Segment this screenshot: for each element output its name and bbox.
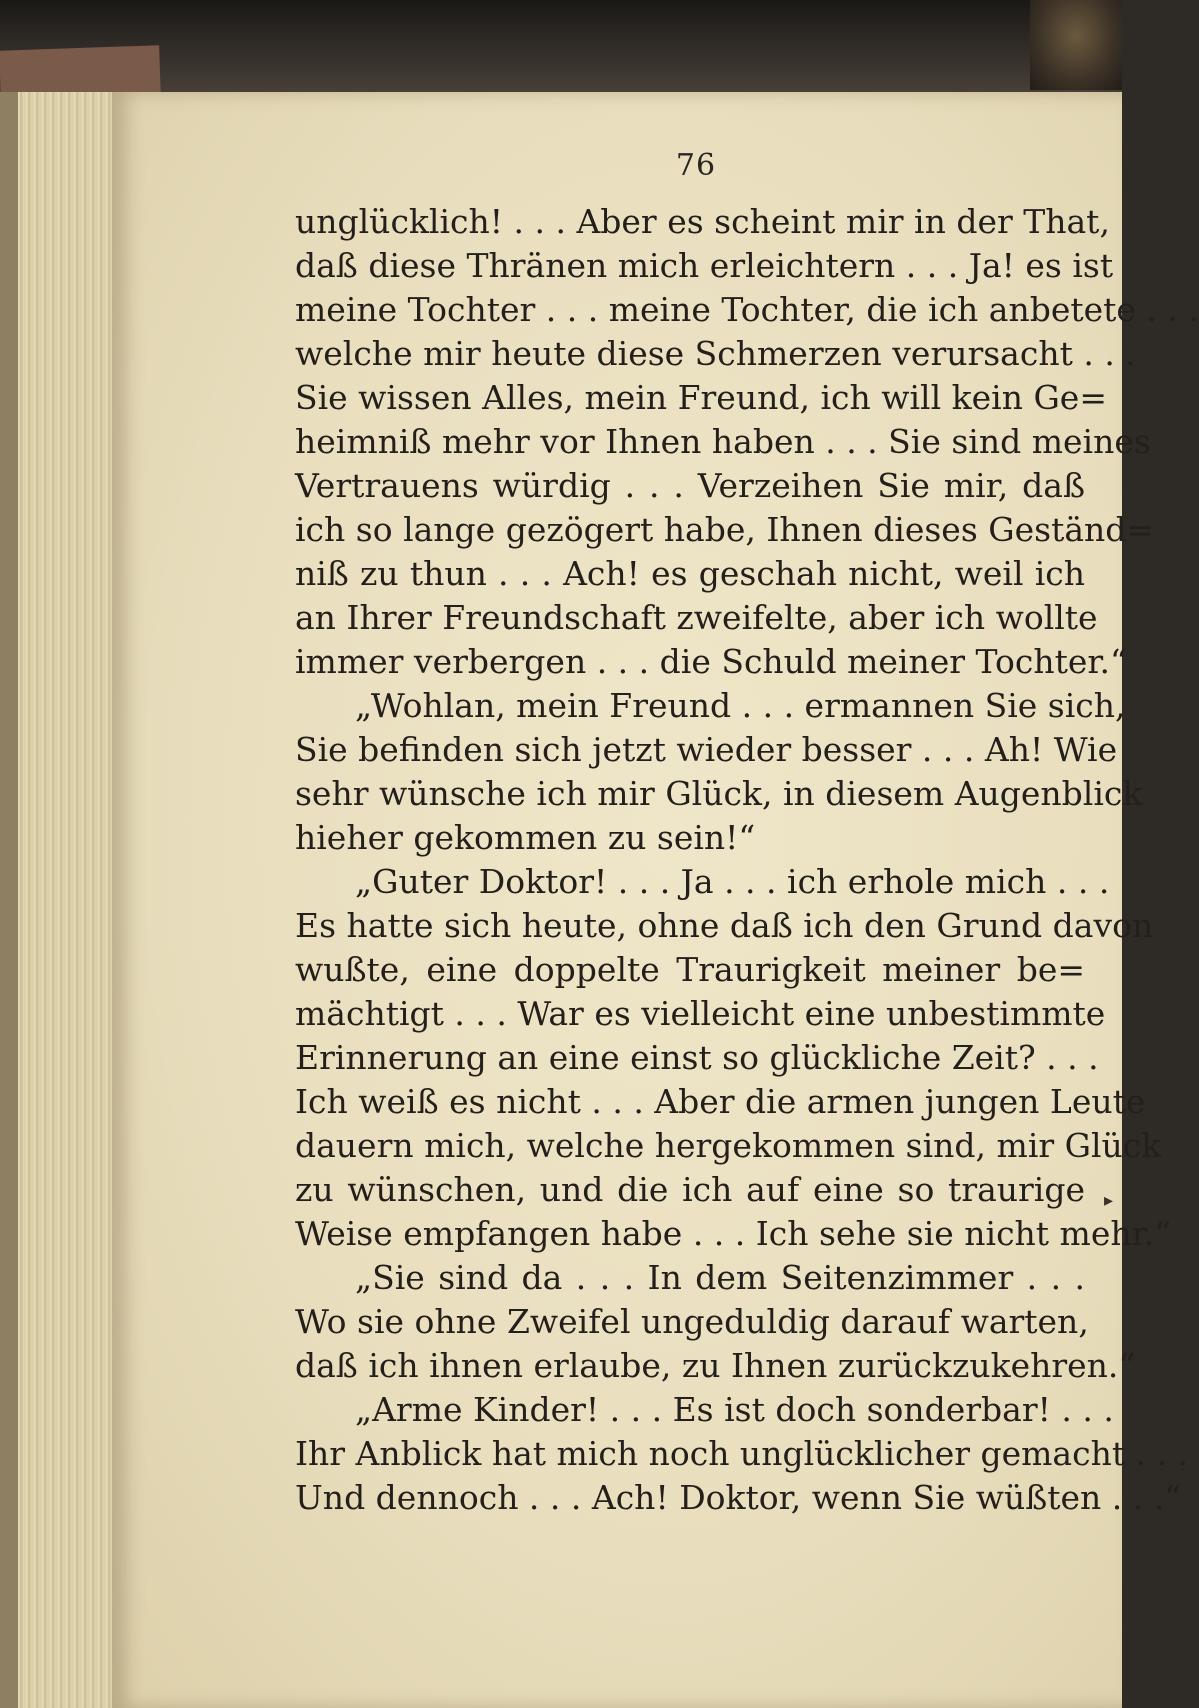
text-line: daß ich ihnen erlaube, zu Ihnen zurückzukehren.“ xyxy=(295,1346,1136,1385)
text-line: „Guter Doktor! . . . Ja . . . ich erhole mich . . . xyxy=(355,862,1110,901)
text-line: hieher gekommen zu sein!“ xyxy=(295,818,756,857)
text-line: Sie wissen Alles, mein Freund, ich will kein Ge= xyxy=(295,378,1107,417)
bookmark-ribbon xyxy=(1030,0,1122,90)
text-line: immer verbergen . . . die Schuld meiner Tochter.“ xyxy=(295,642,1127,681)
page-stack-edge xyxy=(0,92,125,1708)
text-line: mächtigt . . . War es vielleicht eine unbestimmte xyxy=(295,994,1106,1033)
text-line: „Arme Kinder! . . . Es ist doch sonderbar! . . . xyxy=(355,1390,1114,1429)
text-line: welche mir heute diese Schmerzen verursacht . . . xyxy=(295,334,1136,373)
page-number: 76 xyxy=(675,148,717,183)
text-line: heimniß mehr vor Ihnen haben . . . Sie sind meines xyxy=(295,422,1151,461)
text-line: an Ihrer Freundschaft zweifelte, aber ich wollte xyxy=(295,598,1098,637)
text-line: Es hatte sich heute, ohne daß ich den Grund davon xyxy=(295,906,1154,945)
text-line: sehr wünsche ich mir Glück, in diesem Augenblick xyxy=(295,774,1143,813)
text-line: Weise empfangen habe . . . Ich sehe sie nicht mehr.“ xyxy=(295,1214,1172,1253)
text-line: ich so lange gezögert habe, Ihnen dieses Geständ= xyxy=(295,510,1155,549)
book-cover-edge xyxy=(0,0,1122,95)
text-line: Ich weiß es nicht . . . Aber die armen jungen Leute xyxy=(295,1082,1146,1121)
text-line: wußte, eine doppelte Traurigkeit meiner be= xyxy=(295,950,1085,989)
page-text-block xyxy=(295,200,1199,1520)
text-line: Ihr Anblick hat mich noch unglücklicher gemacht . . . xyxy=(295,1434,1189,1473)
text-line: Und dennoch . . . Ach! Doktor, wenn Sie wüßten . . .“ xyxy=(295,1478,1182,1517)
text-line: niß zu thun . . . Ach! es geschah nicht, weil ich xyxy=(295,554,1085,593)
text-line: dauern mich, welche hergekommen sind, mir Glück xyxy=(295,1126,1162,1165)
text-line: unglücklich! . . . Aber es scheint mir in der That, xyxy=(295,202,1110,241)
page-stack-shadow xyxy=(0,92,18,1708)
text-line: daß diese Thränen mich erleichtern . . . Ja! es ist xyxy=(295,246,1114,285)
text-line: „Wohlan, mein Freund . . . ermannen Sie sich, xyxy=(355,686,1126,725)
text-line: zu wünschen, und die ich auf eine so traurige xyxy=(295,1170,1085,1209)
text-line: Erinnerung an eine einst so glückliche Zeit? . . . xyxy=(295,1038,1099,1077)
text-line: Wo sie ohne Zweifel ungeduldig darauf warten, xyxy=(295,1302,1089,1341)
text-line: meine Tochter . . . meine Tochter, die ich anbetete . . . xyxy=(295,290,1199,329)
text-line: Sie befinden sich jetzt wieder besser . . . Ah! Wie xyxy=(295,730,1118,769)
text-line: Vertrauens würdig . . . Verzeihen Sie mir, daß xyxy=(295,466,1085,505)
edge-mark-icon: ▸ xyxy=(1104,1190,1114,1211)
text-line: „Sie sind da . . . In dem Seitenzimmer . . . xyxy=(355,1258,1085,1297)
